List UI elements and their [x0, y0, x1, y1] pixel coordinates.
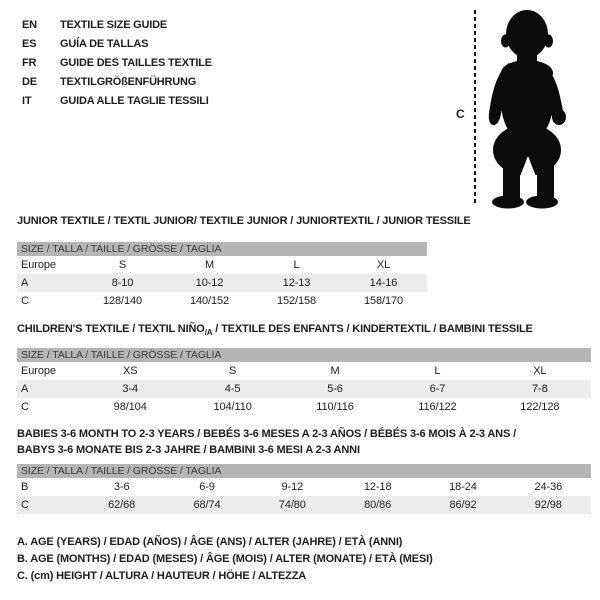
language-code: FR [22, 56, 37, 69]
table-row-height [17, 292, 427, 310]
row-label: C [21, 499, 29, 511]
size-cell: XS [122, 365, 138, 377]
height-cell: 152/158 [276, 295, 317, 307]
babies-table [17, 464, 591, 514]
age-cell: 9-12 [281, 481, 304, 493]
age-cell: 6-9 [199, 481, 215, 493]
language-row-es [22, 34, 212, 53]
language-title-list [22, 15, 212, 110]
children-table [17, 348, 591, 416]
age-cell: 18-24 [449, 481, 477, 493]
legend-line-c: C. (cm) HEIGHT / ALTURA / HAUTEUR / HÖHE / ALTEZZA [17, 570, 307, 582]
age-cell: 12-13 [282, 277, 311, 289]
size-cell: XL [533, 365, 547, 377]
age-cell: 6-7 [429, 383, 446, 395]
legend-line-a: A. AGE (YEARS) / EDAD (AÑOS) / ÂGE (ANS) / ALTER (JAHRE) / ETÀ (ANNI) [17, 536, 403, 548]
age-cell: 10-12 [195, 277, 224, 289]
size-cell: L [293, 259, 300, 271]
age-cell: 5-6 [327, 383, 343, 395]
table-row-age [17, 380, 591, 398]
age-cell: 3-4 [122, 383, 138, 395]
children-title-sub: /A [204, 328, 213, 338]
row-label: A [21, 277, 29, 289]
junior-table [17, 242, 427, 310]
height-cell: 80/86 [364, 499, 392, 511]
babies-table-title [17, 428, 516, 460]
size-cell: XL [376, 259, 391, 271]
language-row-en [22, 15, 212, 34]
table-row-height [17, 496, 591, 514]
table-row-europe [17, 256, 427, 274]
language-row-de [22, 72, 212, 91]
height-cell: 110/116 [316, 401, 354, 413]
row-label: Europe [21, 259, 56, 271]
size-header-bar: SIZE / TALLA / TAILLE / GRÖSSE / TAGLIA [17, 348, 591, 362]
table-row-europe [17, 362, 591, 380]
height-dashed-line [474, 10, 476, 206]
age-cell: 7-8 [532, 383, 548, 395]
language-title: GUÍA DE TALLAS [60, 37, 149, 50]
height-measure-label: C [456, 107, 465, 121]
babies-title-line1: BABIES 3-6 MONTH TO 2-3 YEARS / BEBÉS 3-6 MESES A 2-3 AÑOS / BÉBÉS 3-6 MOIS À 2-3 ANS / [17, 428, 516, 440]
size-header-bar: SIZE / TALLA / TAILLE / GRÖSSE / TAGLIA [17, 242, 427, 256]
baby-silhouette-icon [481, 7, 576, 209]
children-table-title [17, 323, 533, 337]
language-title: GUIDA ALLE TAGLIE TESSILI [60, 94, 209, 107]
row-label: C [21, 295, 29, 307]
height-cell: 128/140 [102, 295, 143, 307]
height-cell: 104/110 [213, 401, 252, 413]
size-cell: S [228, 365, 237, 377]
table-row-age-months [17, 478, 591, 496]
row-label: Europe [21, 365, 56, 377]
row-label: C [21, 401, 29, 413]
height-cell: 68/74 [193, 499, 221, 511]
height-cell: 98/104 [113, 401, 147, 413]
row-label: B [21, 481, 29, 493]
language-code: IT [22, 94, 32, 107]
age-cell: 8-10 [111, 277, 134, 289]
height-cell: 92/98 [534, 499, 562, 511]
children-title-pre: CHILDREN'S TEXTILE / TEXTIL NIÑO [17, 323, 205, 335]
table-row-height [17, 398, 591, 416]
language-row-fr [22, 53, 212, 72]
height-cell: 158/170 [363, 295, 404, 307]
size-cell: M [330, 365, 340, 377]
height-cell: 62/68 [108, 499, 136, 511]
size-cell: S [118, 259, 127, 271]
legend [17, 536, 433, 587]
language-row-it [22, 91, 212, 110]
language-title: GUIDE DES TAILLES TEXTILE [60, 56, 212, 69]
language-code: DE [22, 75, 37, 88]
language-title: TEXTILE SIZE GUIDE [60, 18, 168, 31]
size-cell: M [204, 259, 215, 271]
age-cell: 4-5 [224, 383, 241, 395]
language-title: TEXTILGRÖßENFÜHRUNG [60, 75, 197, 88]
babies-title-line2: BABYS 3-6 MONATE BIS 2-3 JAHRE / BAMBINI 3-6 MESI A 2-3 ANNI [17, 444, 360, 456]
language-code: EN [22, 18, 37, 31]
height-cell: 86/92 [449, 499, 477, 511]
size-cell: L [434, 365, 441, 377]
height-cell: 116/122 [418, 401, 457, 413]
table-row-age [17, 274, 427, 292]
children-title-post: / TEXTILE DES ENFANTS / KINDERTEXTIL / BAMBINI TESSILE [212, 323, 533, 335]
age-cell: 3-6 [113, 481, 130, 493]
height-cell: 74/80 [278, 499, 306, 511]
row-label: A [21, 383, 29, 395]
height-cell: 140/152 [189, 295, 230, 307]
age-cell: 14-16 [369, 277, 398, 289]
height-cell: 122/128 [520, 401, 560, 413]
language-code: ES [22, 37, 37, 50]
age-cell: 12-18 [363, 481, 392, 493]
legend-line-b: B. AGE (MONTHS) / EDAD (MESES) / ÂGE (MOIS) / ALTER (MONATE) / ETÀ (MESI) [17, 553, 433, 565]
size-header-bar: SIZE / TALLA / TAILLE / GRÖSSE / TAGLIA [17, 464, 591, 478]
age-cell: 24-36 [534, 481, 563, 493]
junior-table-title: JUNIOR TEXTILE / TEXTIL JUNIOR/ TEXTILE JUNIOR / JUNIORTEXTIL / JUNIOR TESSILE [17, 215, 471, 227]
